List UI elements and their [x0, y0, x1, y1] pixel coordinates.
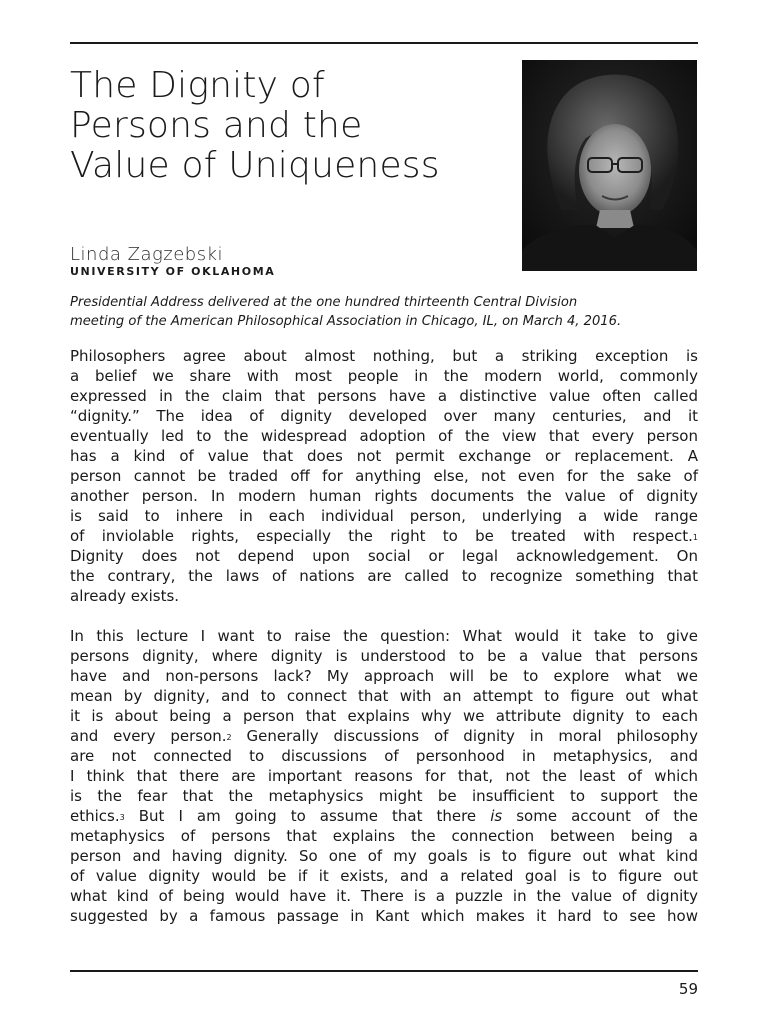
text-line: In this lecture I want to raise the question: What would it take to give	[70, 627, 698, 645]
author-photo	[522, 60, 697, 271]
note-line: Presidential Address delivered at the one hundred thirteenth Central Division	[70, 295, 578, 310]
text-segment: of inviolable rights, especially the right to be treated with respect.	[70, 527, 693, 545]
note-line: meeting of the American Philosophical Association in Chicago, IL, on March 4, 2016.	[70, 313, 622, 329]
text-segment: ethics.	[70, 807, 120, 825]
bottom-rule	[70, 970, 698, 972]
page-number: 59	[678, 980, 698, 998]
author-name: Linda Zagzebski	[70, 244, 224, 265]
text-line: it is about being a person that explains why we attribute dignity to each	[70, 707, 698, 725]
author-portrait-image	[522, 60, 697, 271]
title-line: Value of Uniqueness	[70, 145, 440, 186]
article-title	[70, 66, 520, 186]
text-line: has a kind of value that does not permit exchange or replacement. A	[70, 447, 698, 465]
text-line	[70, 526, 698, 546]
text-line: is the fear that the metaphysics might be insufficient to support the	[70, 787, 698, 805]
body-paragraph-1	[70, 346, 698, 606]
author-affiliation: UNIVERSITY OF OKLAHOMA	[70, 265, 276, 278]
text-segment: some account of the	[502, 807, 698, 825]
text-line: person cannot be traded off for anything else, not even for the sake of	[70, 467, 698, 485]
text-line: is said to inhere in each individual person, underlying a wide range	[70, 507, 698, 525]
emphasized-text: is	[490, 807, 503, 825]
text-segment: But I am going to assume that there	[124, 807, 491, 825]
text-line: are not connected to discussions of personhood in metaphysics, and	[70, 747, 698, 765]
body-paragraph-2	[70, 626, 698, 926]
text-line: another person. In modern human rights documents the value of dignity	[70, 487, 698, 505]
text-line: suggested by a famous passage in Kant which makes it hard to see how	[70, 907, 698, 925]
footnote-marker[interactable]: 1	[692, 533, 698, 542]
presidential-address-note	[70, 294, 698, 331]
footnote-marker[interactable]: 3	[119, 813, 125, 822]
text-line: persons dignity, where dignity is understood to be a value that persons	[70, 647, 698, 665]
text-line: Philosophers agree about almost nothing, but a striking exception is	[70, 347, 698, 365]
text-line: eventually led to the widespread adoption of the view that every person	[70, 427, 698, 445]
text-line: the contrary, the laws of nations are called to recognize something that	[70, 567, 698, 585]
text-line: already exists.	[70, 587, 180, 605]
text-line: what kind of being would have it. There is a puzzle in the value of dignity	[70, 887, 698, 905]
text-line: have and non-persons lack? My approach will be to explore what we	[70, 667, 698, 685]
title-line: Persons and the	[70, 105, 363, 146]
title-line: The Dignity of	[70, 65, 325, 106]
text-line: mean by dignity, and to connect that with an attempt to figure out what	[70, 687, 698, 705]
text-line: person and having dignity. So one of my goals is to figure out what kind	[70, 847, 698, 865]
top-rule	[70, 42, 698, 44]
footnote-marker[interactable]: 2	[226, 733, 232, 742]
text-line	[70, 806, 698, 826]
text-line: a belief we share with most people in the modern world, commonly	[70, 367, 698, 385]
text-line: “dignity.” The idea of dignity developed over many centuries, and it	[70, 407, 698, 425]
text-segment: and every person.	[70, 727, 227, 745]
text-segment: Generally discussions of dignity in moral philosophy	[231, 727, 698, 745]
text-line: metaphysics of persons that explains the connection between being a	[70, 827, 698, 845]
text-line: Dignity does not depend upon social or legal acknowledgement. On	[70, 547, 698, 565]
text-line: I think that there are important reasons for that, not the least of which	[70, 767, 698, 785]
text-line: of value dignity would be if it exists, and a related goal is to figure out	[70, 867, 698, 885]
text-line: expressed in the claim that persons have a distinctive value often called	[70, 387, 698, 405]
text-line	[70, 726, 698, 746]
